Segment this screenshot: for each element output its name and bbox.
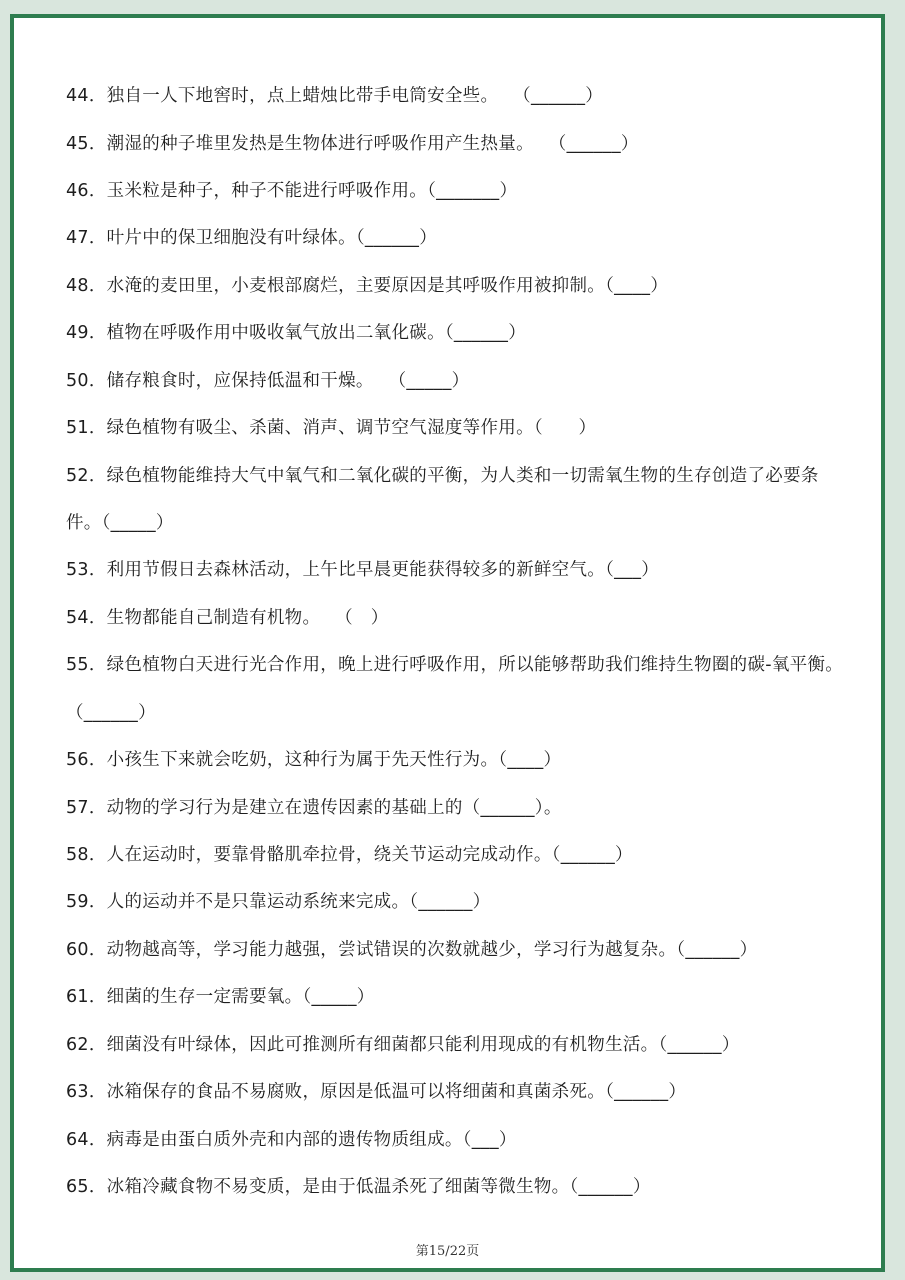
question-46: 46．玉米粒是种子，种子不能进行呼吸作用。（_______） xyxy=(66,181,518,201)
question-52-continued: 件。（_____） xyxy=(66,513,174,533)
question-55: 55．绿色植物白天进行光合作用，晚上进行呼吸作用，所以能够帮助我们维持生物圈的碳-氧平衡。 xyxy=(66,655,844,675)
question-62: 62．细菌没有叶绿体，因此可推测所有细菌都只能利用现成的有机物生活。（______） xyxy=(66,1035,740,1055)
question-50: 50．储存粮食时，应保持低温和干燥。 （_____） xyxy=(66,371,470,391)
question-59: 59．人的运动并不是只靠运动系统来完成。（______） xyxy=(66,892,491,912)
question-65: 65．冰箱冷藏食物不易变质，是由于低温杀死了细菌等微生物。（______） xyxy=(66,1177,651,1197)
question-56: 56．小孩生下来就会吃奶，这种行为属于先天性行为。（____） xyxy=(66,750,562,770)
page-frame xyxy=(10,14,885,1272)
question-64: 64．病毒是由蛋白质外壳和内部的遗传物质组成。（___） xyxy=(66,1130,517,1150)
question-48: 48．水淹的麦田里，小麦根部腐烂，主要原因是其呼吸作用被抑制。（____） xyxy=(66,276,669,296)
question-61: 61．细菌的生存一定需要氧。（_____） xyxy=(66,987,375,1007)
question-54: 54．生物都能自己制造有机物。 （ ） xyxy=(66,608,389,628)
question-53: 53．利用节假日去森林活动，上午比早晨更能获得较多的新鲜空气。（___） xyxy=(66,560,660,580)
question-49: 49．植物在呼吸作用中吸收氧气放出二氧化碳。（______） xyxy=(66,323,527,343)
question-52: 52．绿色植物能维持大气中氧气和二氧化碳的平衡，为人类和一切需氧生物的生存创造了必要条 xyxy=(66,466,819,486)
question-47: 47．叶片中的保卫细胞没有叶绿体。（______） xyxy=(66,228,438,248)
question-60: 60．动物越高等，学习能力越强，尝试错误的次数就越少，学习行为越复杂。（______） xyxy=(66,940,758,960)
question-63: 63．冰箱保存的食品不易腐败，原因是低温可以将细菌和真菌杀死。（______） xyxy=(66,1082,687,1102)
page-number: 第15/22页 xyxy=(415,1244,480,1259)
question-44: 44．独自一人下地窖时，点上蜡烛比带手电筒安全些。 （______） xyxy=(66,86,604,106)
question-55-continued: （______） xyxy=(66,703,156,723)
question-51: 51．绿色植物有吸尘、杀菌、消声、调节空气湿度等作用。（ ） xyxy=(66,418,597,438)
question-58: 58．人在运动时，要靠骨骼肌牵拉骨，绕关节运动完成动作。（______） xyxy=(66,845,633,865)
question-45: 45．潮湿的种子堆里发热是生物体进行呼吸作用产生热量。 （______） xyxy=(66,134,639,154)
question-57: 57．动物的学习行为是建立在遗传因素的基础上的（______）。 xyxy=(66,798,562,818)
